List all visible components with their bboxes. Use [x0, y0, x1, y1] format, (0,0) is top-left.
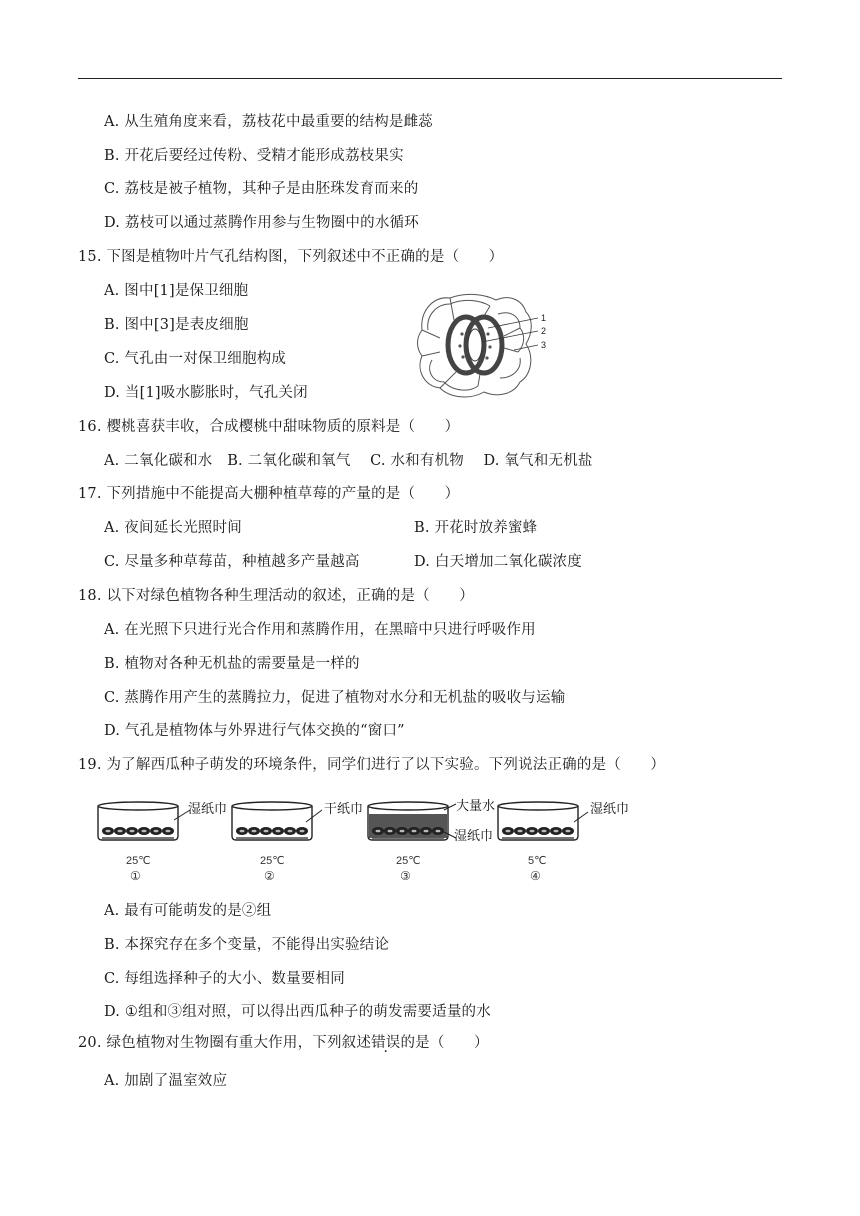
q19-option-c: C. 每组选择种子的大小、数量要相同	[104, 971, 345, 987]
q20-option-a: A. 加剧了温室效应	[104, 1073, 228, 1089]
question-20-pre: 20. 绿色植物对生物圈有重大作用，下列叙述	[78, 1035, 372, 1051]
seed-experiment-figure	[92, 794, 652, 886]
q15-option-c: C. 气孔由一对保卫细胞构成	[104, 351, 287, 367]
question-17: 17. 下列措施中不能提高大棚种植草莓的产量的是（ ）	[78, 486, 460, 502]
dish-3-temp: 25℃	[396, 855, 421, 867]
q18-option-c: C. 蒸腾作用产生的蒸腾拉力，促进了植物对水分和无机盐的吸收与运输	[104, 690, 566, 706]
dish-4-label: 湿纸巾	[590, 801, 630, 816]
stomata-label-1: 1	[541, 313, 547, 323]
dish-4-number: ④	[530, 869, 541, 883]
dish-2	[232, 802, 322, 840]
question-20-post: 的是（ ）	[400, 1035, 489, 1051]
dish-2-temp: 25℃	[260, 855, 285, 867]
dish-3-number: ③	[400, 869, 411, 883]
dish-1-temp: 25℃	[126, 855, 151, 867]
q19-option-b: B. 本探究存在多个变量，不能得出实验结论	[104, 937, 390, 953]
q16-options: A. 二氧化碳和水 B. 二氧化碳和氧气 C. 水和有机物 D. 氧气和无机盐	[104, 453, 593, 469]
question-15: 15. 下图是植物叶片气孔结构图，下列叙述中不正确的是（ ）	[78, 249, 504, 265]
q15-option-d: D. 当[1]吸水膨胀时，气孔关闭	[104, 385, 308, 401]
dish-2-number: ②	[264, 869, 275, 883]
q17-option-a: A. 夜间延长光照时间	[104, 520, 242, 536]
dish-3	[368, 802, 456, 840]
q17-option-b: B. 开花时放养蜜蜂	[414, 520, 538, 536]
q14-option-a: A. 从生殖角度来看，荔枝花中最重要的结构是雌蕊	[104, 114, 433, 130]
stomata-figure	[414, 290, 554, 402]
dish-1-label: 湿纸巾	[188, 801, 228, 816]
question-16: 16. 樱桃喜获丰收，合成樱桃中甜味物质的原料是（ ）	[78, 419, 460, 435]
q14-option-c: C. 荔枝是被子植物，其种子是由胚珠发育而来的	[104, 181, 419, 197]
q18-option-a: A. 在光照下只进行光合作用和蒸腾作用，在黑暗中只进行呼吸作用	[104, 622, 536, 638]
dish-1-number: ①	[130, 869, 141, 883]
q15-option-a: A. 图中[1]是保卫细胞	[104, 283, 249, 299]
question-18: 18. 以下对绿色植物各种生理活动的叙述，正确的是（ ）	[78, 588, 474, 604]
q17-option-d: D. 白天增加二氧化碳浓度	[414, 554, 582, 570]
stomata-label-3: 3	[541, 340, 547, 350]
q18-option-d: D. 气孔是植物体与外界进行气体交换的“窗口”	[104, 723, 405, 739]
question-20	[78, 1034, 489, 1052]
q19-option-d: D. ①组和③组对照，可以得出西瓜种子的萌发需要适量的水	[104, 1004, 491, 1020]
dish-4	[498, 802, 588, 840]
question-19: 19. 为了解西瓜种子萌发的环境条件，同学们进行了以下实验。下列说法正确的是（ ）	[78, 757, 666, 773]
q14-option-d: D. 荔枝可以通过蒸腾作用参与生物圈中的水循环	[104, 215, 419, 231]
q14-option-b: B. 开花后要经过传粉、受精才能形成荔枝果实	[104, 148, 404, 164]
dish-3-label-water: 大量水	[456, 798, 496, 813]
dish-1	[98, 802, 190, 840]
header-rule	[78, 78, 782, 79]
q17-option-c: C. 尽量多种草莓苗，种植越多产量越高	[104, 554, 360, 570]
dish-3-label-towel: 湿纸巾	[454, 828, 494, 843]
stomata-label-2: 2	[541, 326, 547, 336]
q19-option-a: A. 最有可能萌发的是②组	[104, 903, 272, 919]
q15-option-b: B. 图中[3]是表皮细胞	[104, 317, 249, 333]
dish-4-temp: 5℃	[528, 855, 547, 867]
dish-2-label: 干纸巾	[324, 801, 364, 816]
q18-option-b: B. 植物对各种无机盐的需要量是一样的	[104, 656, 360, 672]
question-20-emphasis: 错误	[371, 1035, 401, 1051]
